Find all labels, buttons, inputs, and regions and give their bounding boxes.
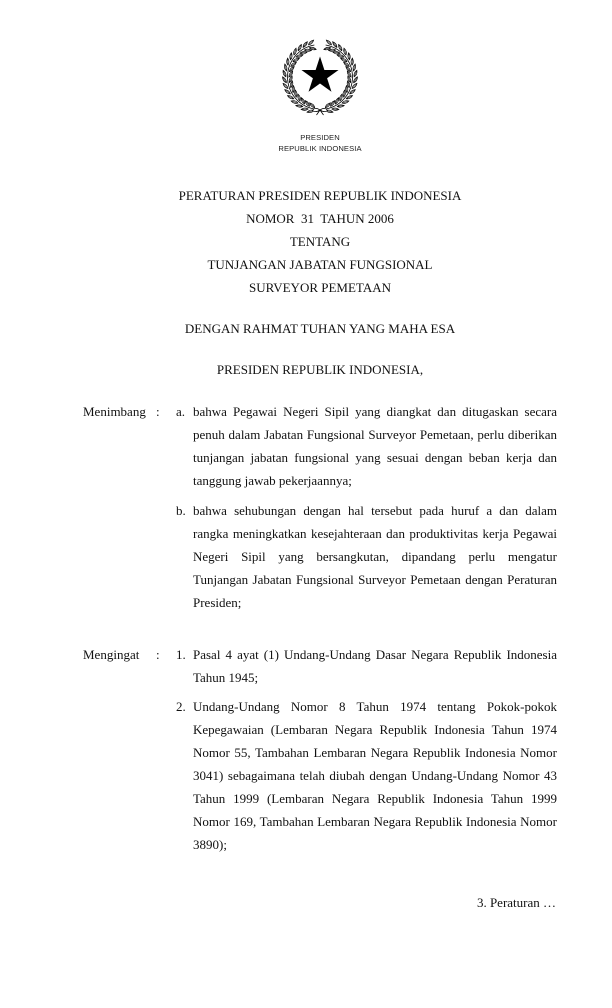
page-continuation: 3. Peraturan … [476, 894, 556, 910]
title-number-line: NOMOR 31 TAHUN 2006 [246, 210, 394, 226]
item-marker: b. [176, 502, 186, 518]
letterhead-line-republic: REPUBLIK INDONESIA [278, 143, 362, 153]
presidential-emblem-icon [280, 37, 360, 119]
letterhead [220, 132, 420, 154]
regulation-title [83, 184, 557, 299]
item-line: tunjangan jabatan fungsional yang sesuai dengan beban kerja dan [193, 449, 557, 465]
item-line: Tahun 1945; [193, 669, 259, 685]
item-line: bahwa Pegawai Negeri Sipil yang diangkat dan ditugaskan secara [193, 403, 557, 419]
item-line: Negeri Sipil yang bersangkutan, dipandang perlu mengatur [193, 548, 557, 564]
invocation: DENGAN RAHMAT TUHAN YANG MAHA ESA [184, 320, 456, 336]
item-line: Pasal 4 ayat (1) Undang-Undang Dasar Negara Republik Indonesia [193, 646, 557, 662]
item-line: Presiden; [193, 594, 242, 610]
title-subject-line: SURVEYOR PEMETAAN [248, 279, 391, 295]
list-item [193, 400, 557, 492]
section-label: Mengingat [83, 646, 140, 662]
item-line: 3041) sebagaimana telah diubah dengan Undang-Undang Nomor 43 [193, 767, 557, 783]
item-line: bahwa sehubungan dengan hal tersebut pada huruf a dan dalam [193, 502, 557, 518]
list-item [193, 695, 557, 857]
item-line: 3890); [193, 837, 227, 853]
title-line: PERATURAN PRESIDEN REPUBLIK INDONESIA [178, 187, 462, 203]
item-line: Tunjangan Jabatan Fungsional Surveyor Pemetaan dengan Peraturan [193, 571, 557, 587]
title-subject-line: TUNJANGAN JABATAN FUNGSIONAL [207, 256, 433, 272]
section-colon: : [156, 646, 160, 662]
item-line: Nomor 55, Tambahan Lembaran Negara Republik Indonesia Nomor [193, 744, 557, 760]
item-line: Undang-Undang Nomor 8 Tahun 1974 tentang Pokok-pokok [193, 698, 557, 714]
item-marker: 1. [176, 646, 186, 662]
section-colon: : [156, 403, 160, 419]
title-line: TENTANG [289, 233, 351, 249]
item-line: Kepegawaian (Lembaran Negara Republik Indonesia Tahun 1974 [193, 721, 557, 737]
item-line: Nomor 169, Tambahan Lembaran Negara Republik Indonesia Nomor [193, 813, 557, 829]
list-item [193, 643, 557, 689]
authority-line: PRESIDEN REPUBLIK INDONESIA, [216, 361, 424, 377]
item-line: penuh dalam Jabatan Fungsional Surveyor Pemetaan, perlu diberikan [193, 426, 557, 442]
section-label: Menimbang [83, 403, 146, 419]
item-line: rangka meningkatkan kesejahteraan dan produktivitas kerja Pegawai [193, 525, 557, 541]
list-item [193, 499, 557, 614]
letterhead-line-president: PRESIDEN [300, 132, 340, 142]
item-line: Tahun 1999 (Lembaran Negara Republik Indonesia Tahun 1999 [193, 790, 557, 806]
item-marker: 2. [176, 698, 186, 714]
item-marker: a. [176, 403, 186, 419]
item-line: tanggung jawab pekerjaannya; [193, 472, 352, 488]
